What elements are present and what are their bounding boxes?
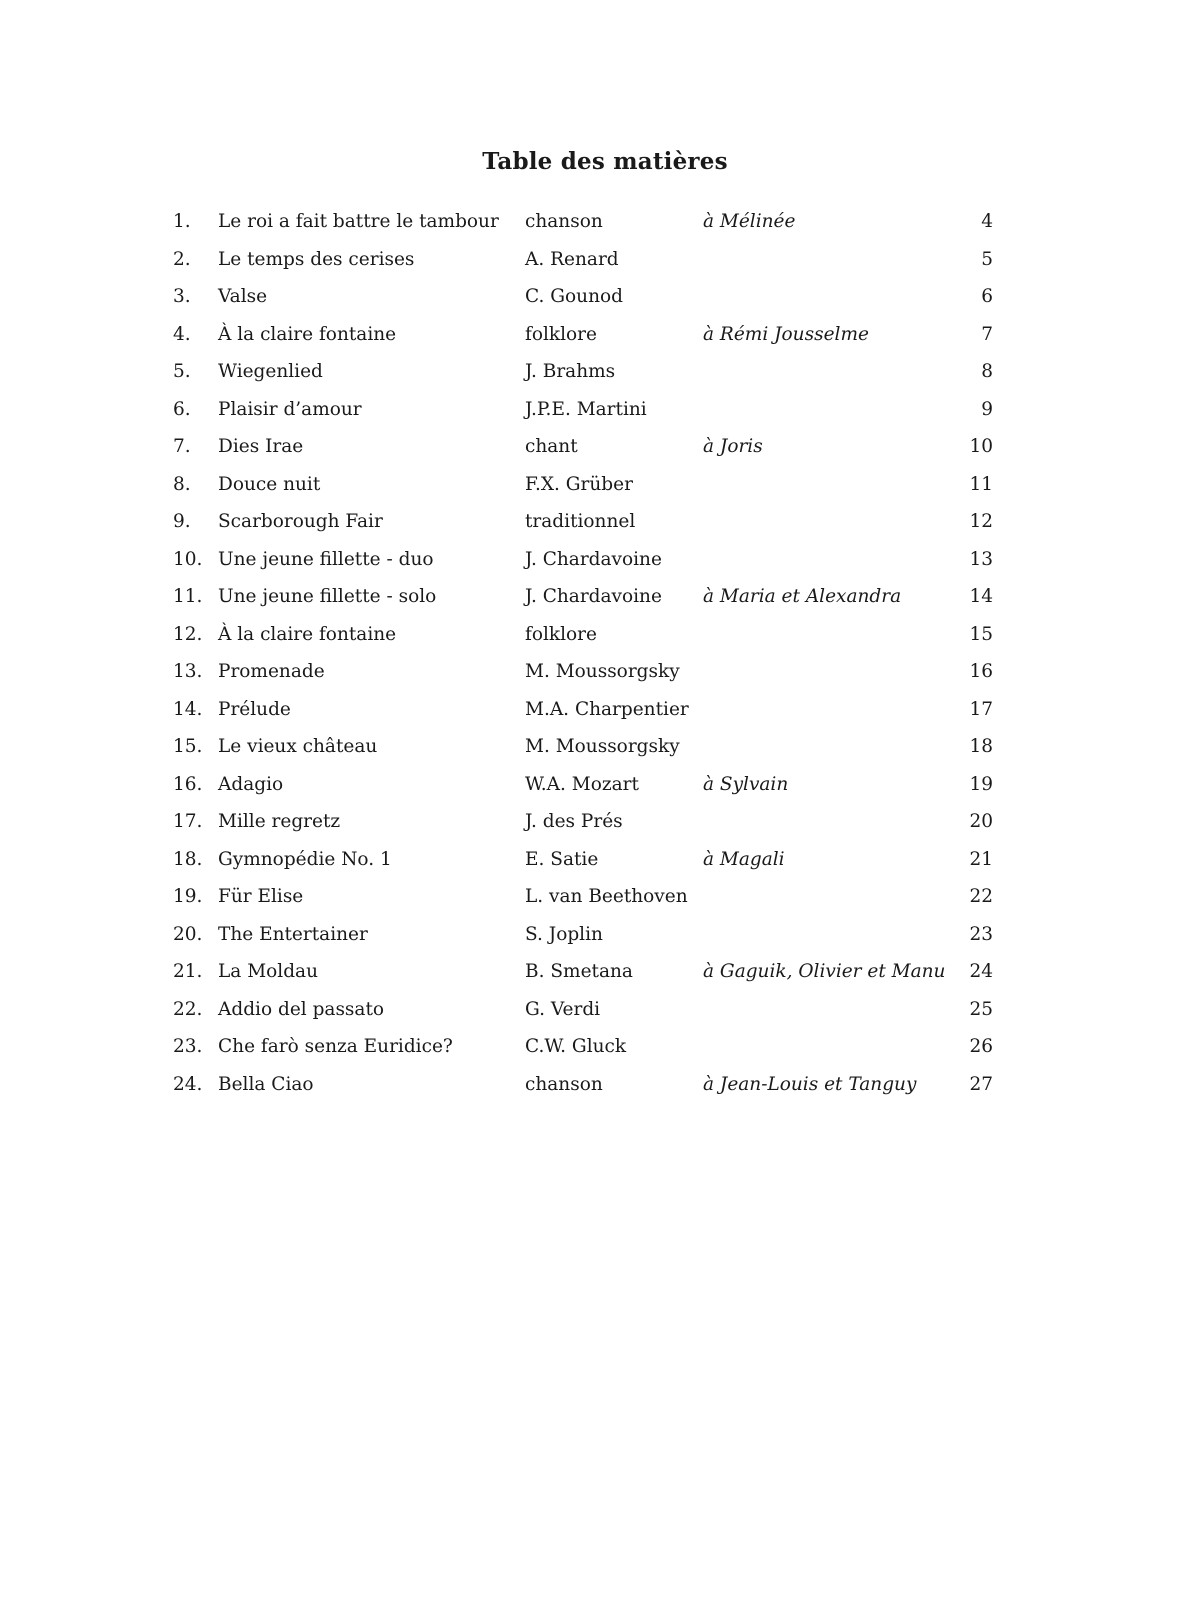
entry-title: À la claire fontaine: [218, 323, 397, 345]
entry-page-number: 11: [969, 473, 993, 495]
entry-title: Bella Ciao: [218, 1073, 314, 1095]
toc-entry: [173, 923, 993, 961]
entry-composer: A. Renard: [525, 248, 619, 270]
entry-dedication: à Gaguik, Olivier et Manu: [703, 961, 946, 982]
entry-number: 4.: [173, 323, 191, 345]
toc-entry: [173, 960, 993, 998]
entry-page-number: 21: [969, 848, 993, 870]
entry-page-number: 4: [981, 211, 993, 232]
entry-composer: M. Moussorgsky: [525, 736, 680, 757]
toc-entry: [173, 885, 993, 923]
entry-composer: G. Verdi: [525, 998, 601, 1020]
entry-title: Adagio: [218, 773, 284, 795]
entry-number: 10.: [173, 548, 203, 570]
entry-dedication: à Jean-Louis et Tanguy: [703, 1073, 917, 1095]
entry-composer: J. Brahms: [525, 361, 616, 382]
toc-entry: [173, 585, 993, 623]
toc-entry: [173, 773, 993, 811]
toc-entry: [173, 810, 993, 848]
entry-number: 16.: [173, 773, 203, 795]
entry-title: Une jeune fillette - duo: [218, 548, 434, 570]
entry-number: 24.: [173, 1073, 203, 1095]
entry-number: 13.: [173, 661, 203, 682]
entry-dedication: à Mélinée: [703, 211, 796, 232]
entry-number: 9.: [173, 511, 191, 532]
entry-title: Che farò senza Euridice?: [218, 1036, 453, 1057]
entry-dedication: à Joris: [703, 436, 763, 457]
toc-entry: [173, 1035, 993, 1073]
toc-entry: [173, 248, 993, 286]
entry-title: Gymnopédie No. 1: [218, 848, 392, 870]
toc-entry: [173, 473, 993, 511]
entry-number: 12.: [173, 623, 203, 645]
entry-composer: B. Smetana: [525, 961, 633, 982]
entry-page-number: 13: [969, 548, 993, 570]
entry-number: 6.: [173, 398, 191, 420]
entry-number: 1.: [173, 211, 191, 232]
entry-composer: C.W. Gluck: [525, 1036, 627, 1057]
entry-number: 17.: [173, 811, 203, 832]
toc-entry: [173, 660, 993, 698]
entry-title: Plaisir d’amour: [218, 398, 362, 420]
entry-page-number: 25: [969, 998, 993, 1020]
entry-page-number: 23: [969, 923, 993, 945]
entry-number: 11.: [173, 586, 203, 607]
entry-dedication: à Rémi Jousselme: [703, 323, 869, 345]
entry-dedication: à Sylvain: [703, 773, 789, 795]
entry-number: 22.: [173, 998, 203, 1020]
entry-composer: J. Chardavoine: [525, 586, 662, 607]
entry-composer: C. Gounod: [525, 286, 623, 307]
entry-title: La Moldau: [218, 961, 318, 982]
entry-page-number: 22: [969, 886, 993, 907]
entry-number: 5.: [173, 361, 191, 382]
entry-page-number: 27: [969, 1073, 993, 1095]
entry-composer: W.A. Mozart: [525, 773, 639, 795]
entry-title: Le roi a fait battre le tambour: [218, 211, 499, 232]
entry-page-number: 20: [969, 811, 993, 832]
toc-entry: [173, 1073, 993, 1111]
entry-number: 7.: [173, 436, 191, 457]
entry-page-number: 10: [969, 436, 993, 457]
toc-entry: [173, 210, 993, 248]
entry-composer: J.P.E. Martini: [525, 398, 647, 420]
entry-number: 2.: [173, 248, 191, 270]
entry-number: 3.: [173, 286, 191, 307]
toc-entry: [173, 548, 993, 586]
entry-number: 21.: [173, 961, 203, 982]
toc-entry: [173, 623, 993, 661]
entry-composer: F.X. Grüber: [525, 473, 633, 495]
toc-entry: [173, 848, 993, 886]
entry-number: 8.: [173, 473, 191, 495]
entry-number: 18.: [173, 848, 203, 870]
entry-composer: J. des Prés: [525, 811, 623, 832]
entry-composer: M.A. Charpentier: [525, 698, 689, 720]
entry-number: 23.: [173, 1036, 203, 1057]
entry-page-number: 17: [969, 698, 993, 720]
entry-page-number: 15: [969, 623, 993, 645]
entry-title: Für Elise: [218, 886, 304, 907]
entry-number: 20.: [173, 923, 203, 945]
entry-page-number: 6: [981, 286, 993, 307]
entry-page-number: 26: [969, 1036, 993, 1057]
entry-page-number: 5: [981, 248, 993, 270]
table-of-contents: [173, 210, 993, 1110]
toc-entry: [173, 698, 993, 736]
entry-composer: folklore: [525, 323, 597, 345]
entry-title: Prélude: [218, 698, 291, 720]
entry-number: 15.: [173, 736, 203, 757]
entry-page-number: 8: [981, 361, 993, 382]
entry-page-number: 12: [969, 511, 993, 532]
entry-title: Valse: [218, 286, 268, 307]
entry-composer: chant: [525, 436, 578, 457]
page-title: Table des matières: [482, 148, 728, 175]
entry-title: The Entertainer: [218, 923, 368, 945]
entry-composer: S. Joplin: [525, 923, 603, 945]
entry-number: 19.: [173, 886, 203, 907]
entry-title: Douce nuit: [218, 473, 321, 495]
entry-page-number: 7: [981, 323, 993, 345]
entry-title: À la claire fontaine: [218, 623, 397, 645]
entry-composer: chanson: [525, 1073, 603, 1095]
entry-composer: L. van Beethoven: [525, 886, 688, 907]
toc-entry: [173, 435, 993, 473]
entry-title: Addio del passato: [218, 998, 385, 1020]
entry-composer: J. Chardavoine: [525, 548, 662, 570]
entry-number: 14.: [173, 698, 203, 720]
toc-entry: [173, 323, 993, 361]
toc-entry: [173, 285, 993, 323]
entry-title: Scarborough Fair: [218, 511, 383, 532]
entry-title: Une jeune fillette - solo: [218, 586, 437, 607]
entry-page-number: 16: [969, 661, 993, 682]
entry-composer: traditionnel: [525, 511, 636, 532]
toc-entry: [173, 735, 993, 773]
entry-page-number: 24: [969, 961, 993, 982]
entry-composer: M. Moussorgsky: [525, 661, 680, 682]
entry-title: Le temps des cerises: [218, 248, 415, 270]
entry-title: Promenade: [218, 661, 325, 682]
toc-entry: [173, 998, 993, 1036]
entry-page-number: 14: [969, 586, 993, 607]
toc-entry: [173, 398, 993, 436]
entry-title: Wiegenlied: [218, 361, 323, 382]
entry-title: Dies Irae: [218, 436, 304, 457]
entry-dedication: à Magali: [703, 848, 785, 870]
entry-composer: chanson: [525, 211, 603, 232]
entry-page-number: 18: [969, 736, 993, 757]
entry-composer: folklore: [525, 623, 597, 645]
entry-title: Le vieux château: [218, 736, 378, 757]
entry-title: Mille regretz: [218, 811, 341, 832]
toc-entry: [173, 360, 993, 398]
entry-page-number: 9: [981, 398, 993, 420]
entry-dedication: à Maria et Alexandra: [703, 586, 902, 607]
entry-composer: E. Satie: [525, 848, 599, 870]
entry-page-number: 19: [969, 773, 993, 795]
toc-entry: [173, 510, 993, 548]
